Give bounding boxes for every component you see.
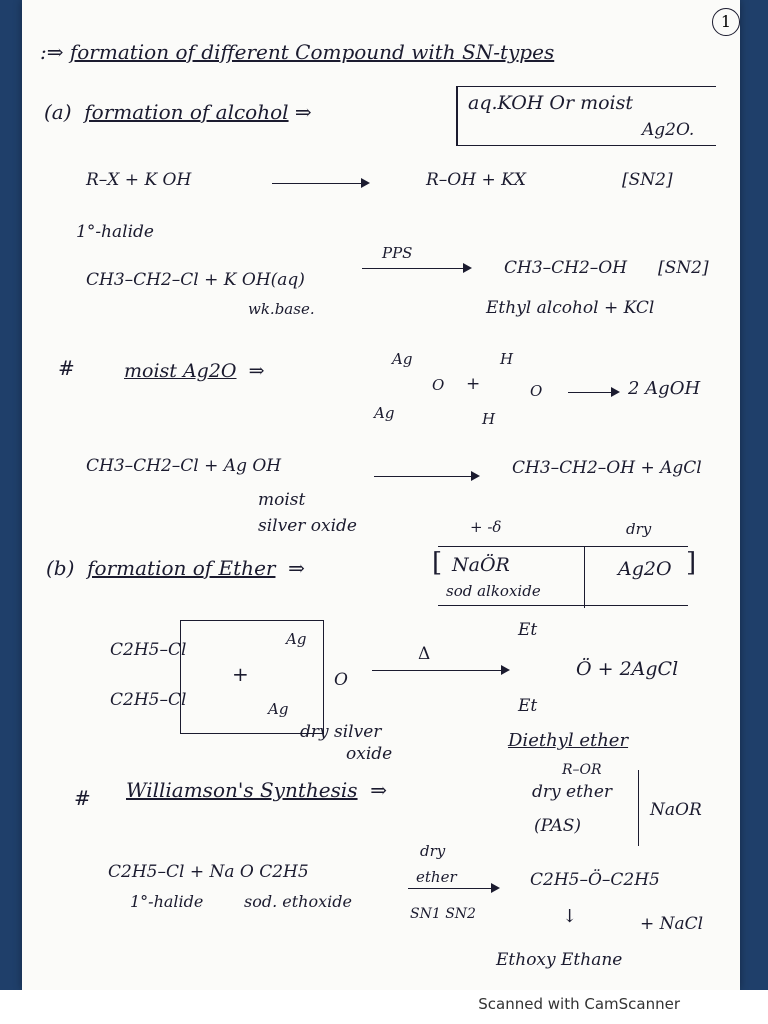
oxygen-right: O <box>530 382 543 400</box>
hydrogen-bottom: H <box>482 410 496 428</box>
plus-sign-ether: + <box>232 662 249 686</box>
bracket-open: [ <box>432 548 443 578</box>
ether-oxygen-product: Ö + 2AgCl <box>576 658 679 680</box>
silver-hydroxide-reactants: CH3–CH2–Cl + Ag OH <box>86 456 282 476</box>
ag-top: Ag <box>392 350 413 368</box>
williamson-arrow <box>408 888 498 889</box>
williamson-title: Williamson's Synthesis ⇒ <box>126 778 388 802</box>
et-top: Et <box>518 620 538 640</box>
camscanner-watermark: Scanned with CamScanner <box>478 995 680 1013</box>
silver-products: CH3–CH2–OH + AgCl <box>512 458 702 478</box>
heat-symbol: Δ <box>418 644 431 664</box>
section-b-heading: (b) formation of Ether ⇒ <box>46 556 305 580</box>
dry-label: dry <box>626 520 652 538</box>
et-bottom: Et <box>518 696 538 716</box>
page-header: formation of different Compound with SN-types <box>69 40 555 64</box>
general-reactants: R–X + K OH <box>86 170 192 190</box>
ethyl-chloride-2: C2H5–Cl <box>110 690 187 710</box>
ether-arrow <box>372 670 508 671</box>
sodium-alkoxide: NaÖR <box>452 554 510 576</box>
reagent-divider <box>584 546 585 608</box>
ag-bottom-ether: Ag <box>268 700 289 718</box>
ag-top-ether: Ag <box>286 630 307 648</box>
ethoxy-ethane-structure: C2H5–Ö–C2H5 <box>530 870 660 890</box>
sodium-ethoxide-note: sod. ethoxide <box>244 892 352 911</box>
section-a-title: formation of alcohol <box>84 100 289 124</box>
condition-dry-ether: dry ether <box>532 782 613 802</box>
pps-label: PPS <box>382 244 413 262</box>
condition-divider <box>638 770 639 846</box>
sn1-sn2-label: SN1 SN2 <box>410 906 476 922</box>
header-bullet: :⇒ <box>40 40 70 64</box>
weak-base-note: wk.base. <box>248 300 315 318</box>
williamson-mark: # <box>74 786 91 810</box>
general-products: R–OH + KX <box>426 170 526 190</box>
section-b-title: formation of Ether <box>87 556 276 580</box>
moist-caption: moist <box>258 490 306 510</box>
nacl-byproduct: + NaCl <box>640 914 704 934</box>
silver-arrow <box>374 476 478 477</box>
sn2-tag: [SN2] <box>622 170 673 190</box>
reagent-aq-koh: aq.KOH Or moist <box>468 92 634 114</box>
page-number: 1 <box>712 8 740 36</box>
ethyl-chloride-reactants: CH3–CH2–Cl + K OH(aq) <box>86 270 305 290</box>
charge-marks: + -δ <box>470 518 502 536</box>
oxygen-left: O <box>432 376 445 394</box>
silver-oxide-caption: silver oxide <box>258 516 357 536</box>
ag-bottom: Ag <box>374 404 395 422</box>
ethanol-product: CH3–CH2–OH <box>504 258 628 278</box>
dry-silver-caption: dry silver <box>300 722 382 742</box>
notebook-page <box>22 0 740 990</box>
down-arrow: ↓ <box>562 906 578 927</box>
agoh-product: 2 AgOH <box>628 378 701 399</box>
plus-sign: + <box>466 374 481 394</box>
condition-r-or: R–OR <box>562 762 602 778</box>
section-a-label: (a) <box>44 100 72 124</box>
reaction-arrow-pps <box>362 268 470 269</box>
sodium-alkoxide-note: sod alkoxide <box>446 582 541 600</box>
williamson-reactants: C2H5–Cl + Na O C2H5 <box>108 862 309 882</box>
bracket-close: ] <box>686 548 697 578</box>
oxide-caption: oxide <box>346 744 393 764</box>
primary-halide-note-2: 1°-halide <box>130 892 204 911</box>
sn2-tag-example: [SN2] <box>658 258 709 278</box>
primary-halide-note: 1°-halide <box>76 222 154 242</box>
diethyl-ether-name: Diethyl ether <box>508 730 629 751</box>
section-a-heading: (a) formation of alcohol ⇒ <box>44 100 312 124</box>
arrow-dry-label: dry <box>420 842 446 860</box>
condition-naor: NaOR <box>650 800 702 820</box>
moist-ag2o-mark: # <box>58 356 75 380</box>
section-b-label: (b) <box>46 556 75 580</box>
ethyl-alcohol-name: Ethyl alcohol + KCl <box>486 298 655 318</box>
ethyl-chloride-1: C2H5–Cl <box>110 640 187 660</box>
moist-ag2o-label: moist Ag2O ⇒ <box>124 360 265 382</box>
arrow-ether-label: ether <box>416 868 457 886</box>
header-line <box>40 40 554 64</box>
oxygen-center: O <box>334 670 348 690</box>
hydrogen-top: H <box>500 350 514 368</box>
ethoxy-ethane-name: Ethoxy Ethane <box>496 950 623 970</box>
reagent-ag2o: Ag2O. <box>642 120 695 140</box>
agoh-arrow <box>568 392 618 393</box>
dry-ag2o: Ag2O <box>618 558 672 580</box>
reaction-arrow <box>272 183 368 184</box>
condition-pas: (PAS) <box>534 816 582 836</box>
